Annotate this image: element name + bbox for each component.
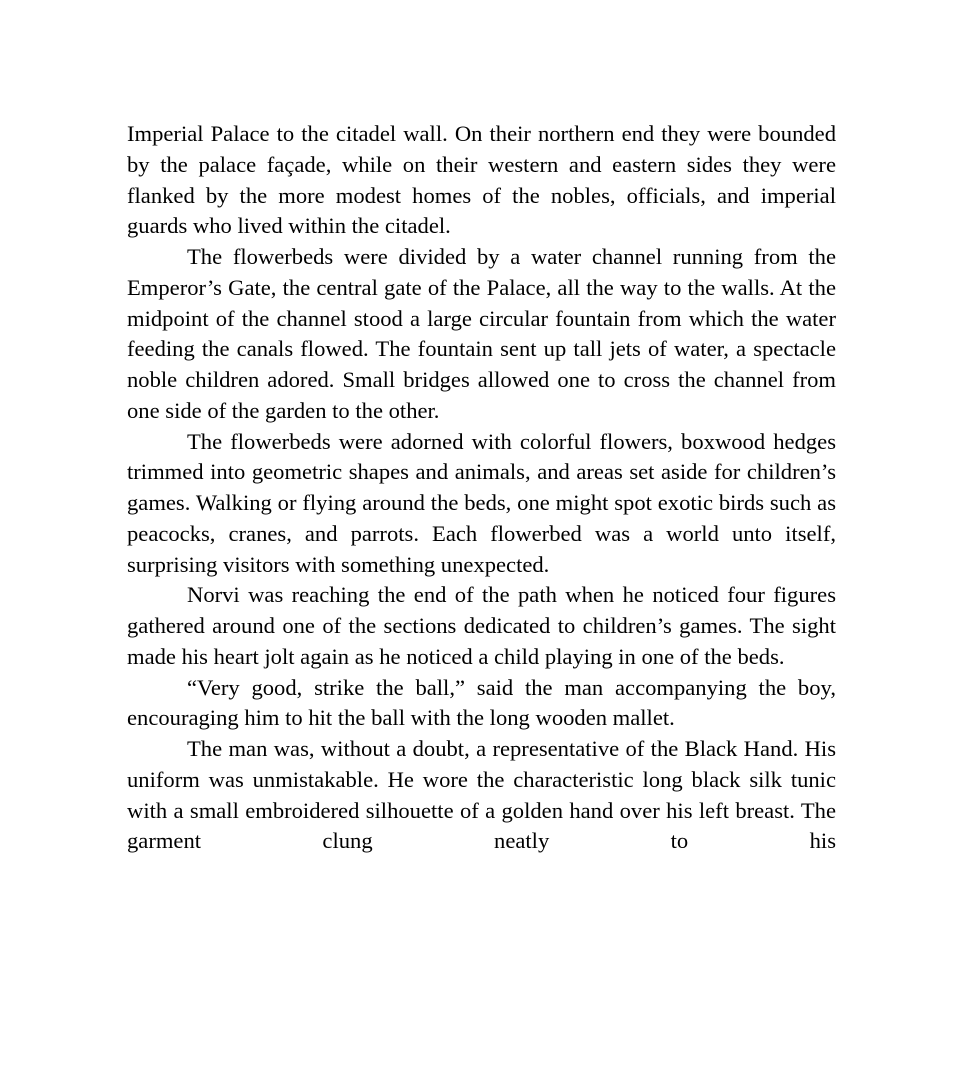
paragraph: The flowerbeds were divided by a water channel running from the Emperor’s Gate, the central gate of the Palace, all the way to the walls. At the midpoint of the channel stood a large circular fountain from which the water feeding the canals flowed. The fountain sent up tall jets of water, a spectacle noble children adored. Small bridges allowed one to cross the channel from one side of the garden to the other. <box>127 244 836 423</box>
paragraph: Norvi was reaching the end of the path when he noticed four figures gathered around one of the sections dedicated to children’s games. The sight made his heart jolt again as he noticed a child playing in one of the beds. <box>127 582 836 669</box>
paragraph-continues-next-page: The man was, without a doubt, a representative of the Black Hand. His uniform was unmistakable. He wore the characteristic long black silk tunic with a small embroidered silhouette of a golden hand over his left breast. The garment clung neatly to his <box>127 736 836 854</box>
paragraph: The flowerbeds were adorned with colorful flowers, boxwood hedges trimmed into geometric shapes and animals, and areas set aside for children’s games. Walking or flying around the beds, one might spot exotic birds such as peacocks, cranes, and parrots. Each flowerbed was a world unto itself, surprising visitors with something unexpected. <box>127 428 836 577</box>
paragraph-dialogue: “Very good, strike the ball,” said the man accompanying the boy, encouraging him to hit the ball with the long wooden mallet. <box>127 674 836 731</box>
paragraph-continuation-from-previous-page: Imperial Palace to the citadel wall. On their northern end they were bounded by the palace façade, while on their western and eastern sides they were flanked by the more modest homes of the nobles, officials, and imperial guards who lived within the citadel. <box>127 121 836 239</box>
book-page-text-block <box>127 119 836 857</box>
